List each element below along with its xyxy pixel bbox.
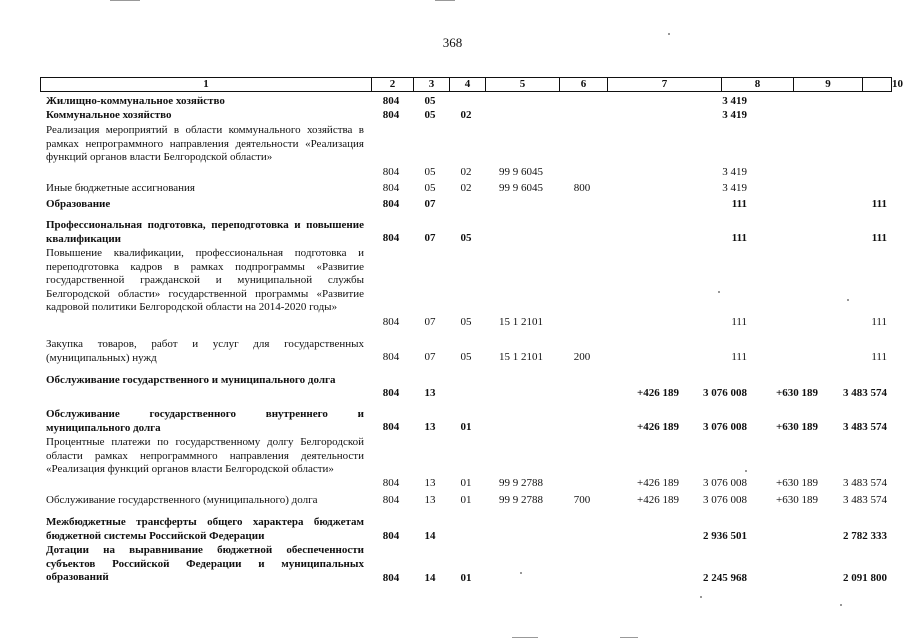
column-header-7: 7: [607, 78, 721, 91]
row-cell-col-9: +630 189: [776, 477, 818, 489]
row-cell-col-4: 02: [460, 166, 472, 178]
row-cell-col-2: 804: [382, 494, 400, 506]
row-description: Профессиональная подготовка, переподготовка и повышение квалификации: [46, 219, 364, 245]
column-header-9: 9: [793, 78, 862, 91]
row-cell-col-10: 2 782 333: [843, 530, 887, 542]
row-cell-col-8: 2 936 501: [703, 530, 747, 542]
row-description: Иные бюджетные ассигнования: [46, 182, 195, 194]
row-cell-col-2: 804: [382, 198, 400, 210]
row-cell-col-8: 3 419: [722, 109, 747, 121]
column-header-8: 8: [721, 78, 793, 91]
row-cell-col-7: +426 189: [637, 477, 679, 489]
row-cell-col-6: 200: [573, 351, 591, 363]
row-cell-col-4: 02: [460, 182, 472, 194]
table-header: [40, 77, 903, 92]
scan-speck: [668, 33, 670, 35]
row-cell-col-2: 804: [382, 95, 400, 107]
row-cell-col-4: 05: [460, 316, 472, 328]
row-cell-col-2: 804: [382, 477, 400, 489]
row-description: Коммунальное хозяйство: [46, 109, 172, 121]
row-cell-col-8: 3 076 008: [703, 477, 747, 489]
row-cell-col-3: 13: [424, 387, 436, 399]
scan-speck: [700, 596, 702, 598]
row-cell-col-2: 804: [382, 109, 400, 121]
scan-speck: [520, 572, 522, 574]
row-cell-col-7: +426 189: [636, 387, 679, 399]
row-cell-col-3: 07: [424, 198, 436, 210]
row-cell-col-8: 3 419: [722, 182, 747, 194]
column-header-3: 3: [413, 78, 449, 91]
row-description: Обслуживание государственного и муниципального долга: [46, 374, 336, 386]
row-cell-col-5: 15 1 2101: [499, 316, 543, 328]
row-cell-col-3: 14: [424, 530, 436, 542]
row-cell-col-4: 01: [460, 494, 472, 506]
row-cell-col-9: +630 189: [775, 387, 818, 399]
row-cell-col-2: 804: [382, 572, 400, 584]
row-cell-col-8: 3 076 008: [703, 494, 747, 506]
row-cell-col-7: +426 189: [637, 494, 679, 506]
row-cell-col-8: 3 076 008: [703, 421, 747, 433]
row-cell-col-6: 800: [573, 182, 591, 194]
row-cell-col-3: 07: [424, 351, 436, 363]
row-description: Обслуживание государственного внутреннего и муниципального долга: [46, 408, 364, 434]
row-cell-col-3: 14: [424, 572, 436, 584]
row-cell-col-3: 13: [424, 494, 436, 506]
page-number: 368: [442, 35, 463, 50]
row-cell-col-3: 07: [424, 232, 436, 244]
row-cell-col-10: 111: [871, 316, 887, 328]
row-cell-col-2: 804: [382, 351, 400, 363]
row-cell-col-10: 111: [871, 351, 887, 363]
scan-artifact: [620, 637, 638, 638]
row-cell-col-8: 111: [731, 316, 747, 328]
scan-artifact: [435, 0, 455, 1]
row-cell-col-4: 02: [460, 109, 472, 121]
row-cell-col-9: +630 189: [776, 494, 818, 506]
scan-speck: [840, 604, 842, 606]
row-cell-col-10: 111: [871, 198, 887, 210]
row-cell-col-2: 804: [382, 182, 400, 194]
scan-speck: [847, 299, 849, 301]
row-cell-col-4: 05: [460, 351, 472, 363]
scan-speck: [718, 291, 720, 293]
row-cell-col-6: 700: [573, 494, 591, 506]
row-description: Межбюджетные трансферты общего характера бюджетам бюджетной системы Российской Федерации: [46, 516, 364, 542]
row-cell-col-2: 804: [382, 387, 400, 399]
row-cell-col-10: 3 483 574: [843, 387, 887, 399]
row-cell-col-3: 05: [424, 182, 436, 194]
row-description: Жилищно-коммунальное хозяйство: [46, 95, 225, 107]
row-description: Обслуживание государственного (муниципального) долга: [46, 494, 318, 506]
row-description: Образование: [46, 198, 111, 210]
row-description: Реализация мероприятий в области коммунального хозяйства в рамках непрограммного направления деятельности «Реализация функций органов власти Белгородской области»: [46, 124, 364, 164]
row-cell-col-8: 111: [731, 351, 747, 363]
row-cell-col-2: 804: [382, 166, 400, 178]
row-cell-col-3: 05: [424, 166, 436, 178]
row-cell-col-8: 3 076 008: [703, 387, 747, 399]
row-cell-col-5: 99 9 2788: [499, 494, 543, 506]
scan-artifact: [110, 0, 140, 1]
scan-artifact: [512, 637, 538, 638]
row-cell-col-2: 804: [382, 316, 400, 328]
column-header-10: 10: [862, 78, 905, 91]
row-cell-col-8: 2 245 968: [703, 572, 747, 584]
row-cell-col-8: 3 419: [722, 166, 747, 178]
row-cell-col-4: 01: [460, 477, 472, 489]
column-header-1: 1: [203, 78, 209, 90]
row-cell-col-2: 804: [382, 530, 400, 542]
row-cell-col-5: 15 1 2101: [499, 351, 543, 363]
row-description: Повышение квалификации, профессиональная подготовка и переподготовка кадров в рамках подпрограммы «Развитие государственной гражданской и муниципальной службы Белгородской области» государственной программы «Развитие кадровой политики Белгородской области на 2014-2020 годы»: [46, 247, 364, 314]
column-header-2: 2: [371, 78, 413, 91]
row-cell-col-10: 3 483 574: [843, 477, 887, 489]
row-cell-col-4: 01: [460, 421, 472, 433]
scan-speck: [745, 470, 747, 472]
row-cell-col-3: 13: [424, 477, 436, 489]
row-cell-col-4: 01: [460, 572, 472, 584]
row-cell-col-2: 804: [382, 232, 400, 244]
row-cell-col-8: 111: [731, 198, 747, 210]
row-cell-col-5: 99 9 6045: [499, 182, 543, 194]
row-cell-col-9: +630 189: [775, 421, 818, 433]
row-cell-col-8: 111: [731, 232, 747, 244]
row-description: Дотации на выравнивание бюджетной обеспеченности субъектов Российской Федерации и муниципальных образований: [46, 544, 364, 584]
row-cell-col-7: +426 189: [636, 421, 679, 433]
column-header-5: 5: [485, 78, 559, 91]
column-header-4: 4: [449, 78, 485, 91]
row-cell-col-3: 05: [424, 109, 436, 121]
row-description: Процентные платежи по государственному долгу Белгородской области рамках непрограммного направления деятельности «Реализация функций органов власти Белгородской области»: [46, 436, 364, 476]
row-cell-col-10: 2 091 800: [843, 572, 887, 584]
row-cell-col-2: 804: [382, 421, 400, 433]
row-cell-col-10: 3 483 574: [843, 421, 887, 433]
row-cell-col-3: 07: [424, 316, 436, 328]
row-cell-col-10: 3 483 574: [843, 494, 887, 506]
row-description: Закупка товаров, работ и услуг для государственных (муниципальных) нужд: [46, 338, 364, 364]
row-cell-col-3: 13: [424, 421, 436, 433]
row-cell-col-8: 3 419: [722, 95, 747, 107]
row-cell-col-4: 05: [460, 232, 472, 244]
row-cell-col-5: 99 9 6045: [499, 166, 543, 178]
row-cell-col-5: 99 9 2788: [499, 477, 543, 489]
row-cell-col-10: 111: [871, 232, 887, 244]
column-header-6: 6: [559, 78, 607, 91]
row-cell-col-3: 05: [424, 95, 436, 107]
